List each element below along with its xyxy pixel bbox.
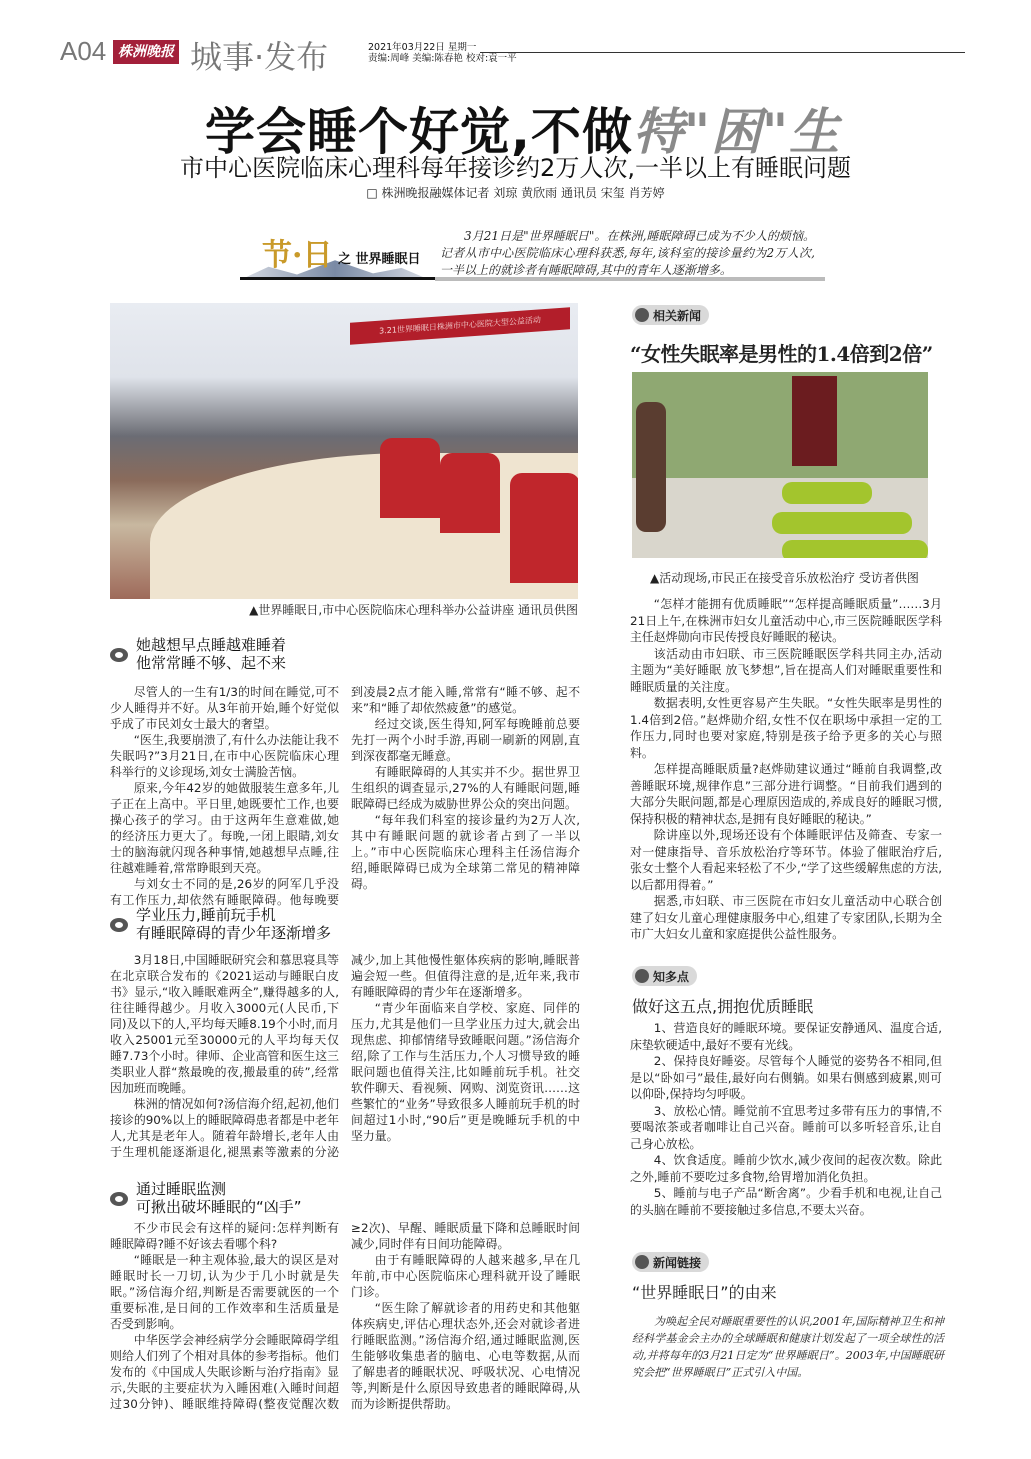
photo-person xyxy=(636,402,666,532)
paragraph: 该活动由市妇联、市三医院睡眠医学科共同主办,活动主题为“美好睡眠 放飞梦想”,旨在提高人们对睡眠重要性和睡眠质量的关注度。 xyxy=(630,646,942,694)
tips-headline: 做好这五点,拥抱优质睡眠 xyxy=(632,997,814,1016)
paragraph: “每年我们科室的接诊量约为2万人次,其中有睡眠问题的就诊者占到了一半以上。”市中心医院临床心理科主任汤信海介绍,睡眠障碍已成为全球第二常见的精神障碍。 xyxy=(351,813,580,891)
header-rule xyxy=(480,52,965,53)
festival-label: 之 世界睡眠日 xyxy=(338,252,421,267)
banner-rule xyxy=(240,277,435,280)
subtitle: 市中心医院临床心理科每年接诊约2万人次,一半以上有睡眠问题 xyxy=(180,154,851,182)
paragraph: “医生除了解就诊者的用药史和其他躯体疾病史,评估心理状态外,还会对就诊者进行睡眠监测。”汤信海介绍,通过睡眠监测,医生能够收集患者的脑电、心电等数据,从而了解患者的睡眠状况、呼吸状况、心电情况等,判断是什么原因导致患者的睡眠障碍,从而为诊断提供帮助。 xyxy=(351,1301,580,1411)
section-heading xyxy=(110,636,286,672)
photo-event-banner: 3.21世界睡眠日株洲市中心医院大型公益活动 xyxy=(350,307,570,344)
tip-item: 1、营造良好的睡眠环境。要保证安静通风、温度合适,床垫软硬适中,最好不要有光线。 xyxy=(630,1021,942,1052)
lecture-photo-caption: ▲世界睡眠日,市中心医院临床心理科举办公益讲座 通讯员供图 xyxy=(249,603,578,617)
tip-item: 4、饮食适度。睡前少饮水,减少夜间的起夜次数。除此之外,睡前不要吃过多食物,给胃增加消化负担。 xyxy=(630,1153,942,1184)
section-name: 城事·发布 xyxy=(190,38,329,76)
photo-chair xyxy=(772,512,912,534)
paragraph: 经过交谈,医生得知,阿军每晚睡前总要先打一两个小时手游,再刷一刷新的网剧,直到深夜都毫无睡意。 xyxy=(351,717,580,763)
paragraph: 不少市民会有这样的疑问:怎样判断有睡眠障碍?睡不好该去看哪个科? xyxy=(110,1221,339,1251)
heading-line: 学业压力,睡前玩手机 xyxy=(136,906,276,924)
section-heading xyxy=(110,1180,302,1216)
paragraph: 数据表明,女性更容易产生失眠。“女性失眠率是男性的1.4倍到2倍。”赵烨勋介绍,女性不仅在职场中承担一定的工作压力,同时也要对家庭,特别是孩子给予更多的关心与照料。 xyxy=(630,696,942,760)
photo-volunteer xyxy=(440,453,500,533)
paragraph: 与刘女士不同的是,26岁的阿军几乎没有工作压力,却依然有睡眠障碍。他每晚要到凌晨2点才能入睡,常常有“睡不够、起不来”和“睡了却依然疲惫”的感觉。 xyxy=(110,685,580,907)
paragraph: 怎样提高睡眠质量?赵烨勋建议通过“睡前自我调整,改善睡眠环境,规律作息”三部分进行调整。“目前我们遇到的大部分失眠问题,都是心理原因造成的,养成良好的睡眠习惯,保持积极的精神状态,是拥有良好睡眠的秘诀。” xyxy=(630,762,942,826)
kicker-label: 新闻链接 xyxy=(653,1255,702,1270)
section-body xyxy=(110,684,580,908)
tips-kicker xyxy=(632,966,697,986)
heading-line: 通过睡眠监测 xyxy=(136,1180,227,1198)
heading-line: 他常常睡不够、起不来 xyxy=(136,654,287,672)
speech-bubble-icon xyxy=(110,648,128,662)
section-body xyxy=(110,952,580,1160)
festival-art-text: 节·日 xyxy=(262,238,333,273)
news-link-body xyxy=(632,1313,944,1381)
newspaper-logo: 株洲晚报 xyxy=(113,40,179,64)
bubble-icon xyxy=(635,1255,649,1269)
bubble-icon xyxy=(635,308,649,322)
kicker-label: 相关新闻 xyxy=(653,308,702,323)
paragraph: 除讲座以外,现场还设有个体睡眠评估及筛查、专家一对一健康指导、音乐放松治疗等环节。体验了催眠治疗后,张女士整个人看起来轻松了不少,“学了这些缓解焦虑的方法,以后都用得着。” xyxy=(630,828,942,892)
photo-chair xyxy=(782,482,872,504)
paragraph: 中华医学会神经病学分会睡眠障碍学组则给人们列了个相对具体的参考指标。他们发布的《中国成人失眠诊断与治疗指南》显示,失眠的主要症状为入睡困难(入睡时间超过30分钟)、睡眠维持障碍(整夜觉醒次数≥2次)、早醒、睡眠质量下降和总睡眠时间减少,同时伴有日间功能障碍。 xyxy=(110,1221,580,1411)
speech-bubble-icon xyxy=(110,1192,128,1206)
intro-divider xyxy=(435,277,825,281)
related-news-kicker xyxy=(632,305,709,325)
editors: 责编:周峰 美编:陈春艳 校对:袁一平 xyxy=(368,53,517,64)
title-main: 学会睡个好觉,不做 xyxy=(205,103,633,161)
paragraph: 由于有睡眠障碍的人越来越多,早在几年前,市中心医院临床心理科就开设了睡眠门诊。 xyxy=(351,1253,580,1299)
tip-item: 2、保持良好睡姿。尽管每个人睡觉的姿势各不相同,但是以“卧如弓”最佳,最好向右侧躺。如果右侧感到疲累,则可以仰卧,保持均匀呼吸。 xyxy=(630,1054,942,1101)
tip-item: 3、放松心情。睡觉前不宜思考过多带有压力的事情,不要喝浓茶或者咖啡让自己兴奋。睡前可以多听轻音乐,让自己身心放松。 xyxy=(630,1103,942,1151)
paragraph: 据悉,市妇联、市三医院在市妇女儿童活动中心联合创建了妇女儿童心理健康服务中心,组建了专家团队,长期为全市广大妇女儿童和家庭提供公益性服务。 xyxy=(630,894,942,941)
festival-banner-art xyxy=(240,232,435,280)
issue-date: 2021年03月22日 星期一 xyxy=(368,42,477,53)
title-highlight: 特"困"生 xyxy=(633,103,841,161)
paragraph: 3月18日,中国睡眠研究会和慕思寝具等在北京联合发布的《2021运动与睡眠白皮书》显示,“收入睡眠难两全”,赚得越多的人,往往睡得越少。月收入3000元(人民币,下同)及以下的人,平均每天睡8.19个小时,而月收入25001元至30000元的人平均每天仅睡7.73个小时。律师、企业高管和医生这三类职业人群“熬最晚的夜,搬最重的砖”,经常因加班而晚睡。 xyxy=(110,953,339,1095)
paragraph: “医生,我要崩溃了,有什么办法能让我不失眠吗?”3月21日,在市中心医院临床心理科举行的义诊现场,刘女士满脸苦恼。 xyxy=(110,733,339,779)
paragraph: 原来,今年42岁的她做服装生意多年,儿子正在上高中。平日里,她既要忙工作,也要操心孩子的学习。由于这两年生意难做,她的经济压力更大了。每晚,一闭上眼睛,刘女士的脑海就闪现各种事情,她越想早点睡,往往越难睡着,常常睁眼到天亮。 xyxy=(110,781,339,875)
paragraph: “怎样才能拥有优质睡眠”“怎样提高睡眠质量”……3月21日上午,在株洲市妇女儿童活动中心,市三医院睡眠医学科主任赵烨勋向市民传授良好睡眠的秘诀。 xyxy=(630,597,942,644)
bubble-icon xyxy=(635,969,649,983)
heading-line: 有睡眠障碍的青少年逐渐增多 xyxy=(136,924,332,942)
news-link-kicker xyxy=(632,1252,709,1272)
paragraph: 为唤起全民对睡眠重要性的认识,2001年,国际精神卫生和神经科学基金会主办的全球睡眠和健康计划发起了一项全球性的活动,并将每年的3月21日定为“世界睡眠日”。2003年,中国睡眠研究会把“世界睡眠日”正式引入中国。 xyxy=(632,1315,944,1379)
photo-chair xyxy=(782,540,928,558)
therapy-photo xyxy=(632,372,928,558)
lecture-photo xyxy=(110,303,578,599)
section-heading xyxy=(110,906,331,942)
page-number: A04 xyxy=(60,36,107,66)
paragraph: “睡眠是一种主观体验,最大的误区是对睡眠时长一刀切,认为少于几小时就是失眠。”汤信海介绍,判断是否需要就医的一个重要标准,是日间的工作效率和生活质量是否受到影响。 xyxy=(110,1253,339,1331)
related-body xyxy=(630,596,942,943)
byline: □ 株洲晚报融媒体记者 刘琼 黄欣雨 通讯员 宋玺 肖芳婷 xyxy=(366,186,665,200)
article-intro: 3月21日是"世界睡眠日"。在株洲,睡眠障碍已成为不少人的烦恼。记者从市中心医院临床心理科获悉,每年,该科室的接诊量约为2万人次,一半以上的就诊者有睡眠障碍,其中的青年人逐渐增多。 xyxy=(440,229,815,277)
heading-line: 她越想早点睡越难睡着 xyxy=(136,636,287,654)
kicker-label: 知多点 xyxy=(653,969,690,984)
paragraph: 有睡眠障碍的人其实并不少。据世界卫生组织的调查显示,27%的人有睡眠问题,睡眠障碍已经成为威胁世界公众的突出问题。 xyxy=(351,765,580,811)
tips-list xyxy=(630,1020,942,1218)
tip-item: 5、睡前与电子产品“断舍离”。少看手机和电视,让自己的头脑在睡前不要接触过多信息,不要太兴奋。 xyxy=(630,1186,942,1217)
news-link-headline: “世界睡眠日”的由来 xyxy=(632,1283,777,1302)
section-body xyxy=(110,1220,580,1412)
issue-meta xyxy=(368,42,517,64)
therapy-photo-caption: ▲活动现场,市民正在接受音乐放松治疗 受访者供图 xyxy=(650,571,919,585)
heading-line: 可揪出破坏睡眠的“凶手” xyxy=(136,1198,302,1216)
photo-volunteer xyxy=(380,438,440,518)
photo-volunteer xyxy=(510,473,578,583)
related-headline: “女性失眠率是男性的1.4倍到2倍” xyxy=(630,342,933,366)
paragraph: “青少年面临来自学校、家庭、同伴的压力,尤其是他们一旦学业压力过大,就会出现焦虑、抑郁情绪导致睡眠问题。”汤信海介绍,除了工作与生活压力,个人习惯导致的睡眠问题也值得关注,比如睡前玩手机。社交软件聊天、看视频、网购、浏览资讯……这些繁忙的“业务”导致很多人睡前玩手机的时间超过1小时,“90后”更是晚睡玩手机的中坚力量。 xyxy=(351,1001,580,1143)
photo-door xyxy=(792,376,837,466)
paragraph: 株洲的情况如何?汤信海介绍,起初,他们接诊的90%以上的睡眠障碍患者都是中老年人,尤其是老年人。随着年龄增长,老年人由于生理机能逐渐退化,褪黑素等激素的分泌减少,加上其他慢性躯体疾病的影响,睡眠普遍会短一些。但值得注意的是,近年来,我市有睡眠障碍的青少年在逐渐增多。 xyxy=(110,953,580,1159)
paragraph: 尽管人的一生有1/3的时间在睡觉,可不少人睡得并不好。从3年前开始,睡个好觉似乎成了市民刘女士最大的奢望。 xyxy=(110,685,339,731)
speech-bubble-icon xyxy=(110,918,128,932)
